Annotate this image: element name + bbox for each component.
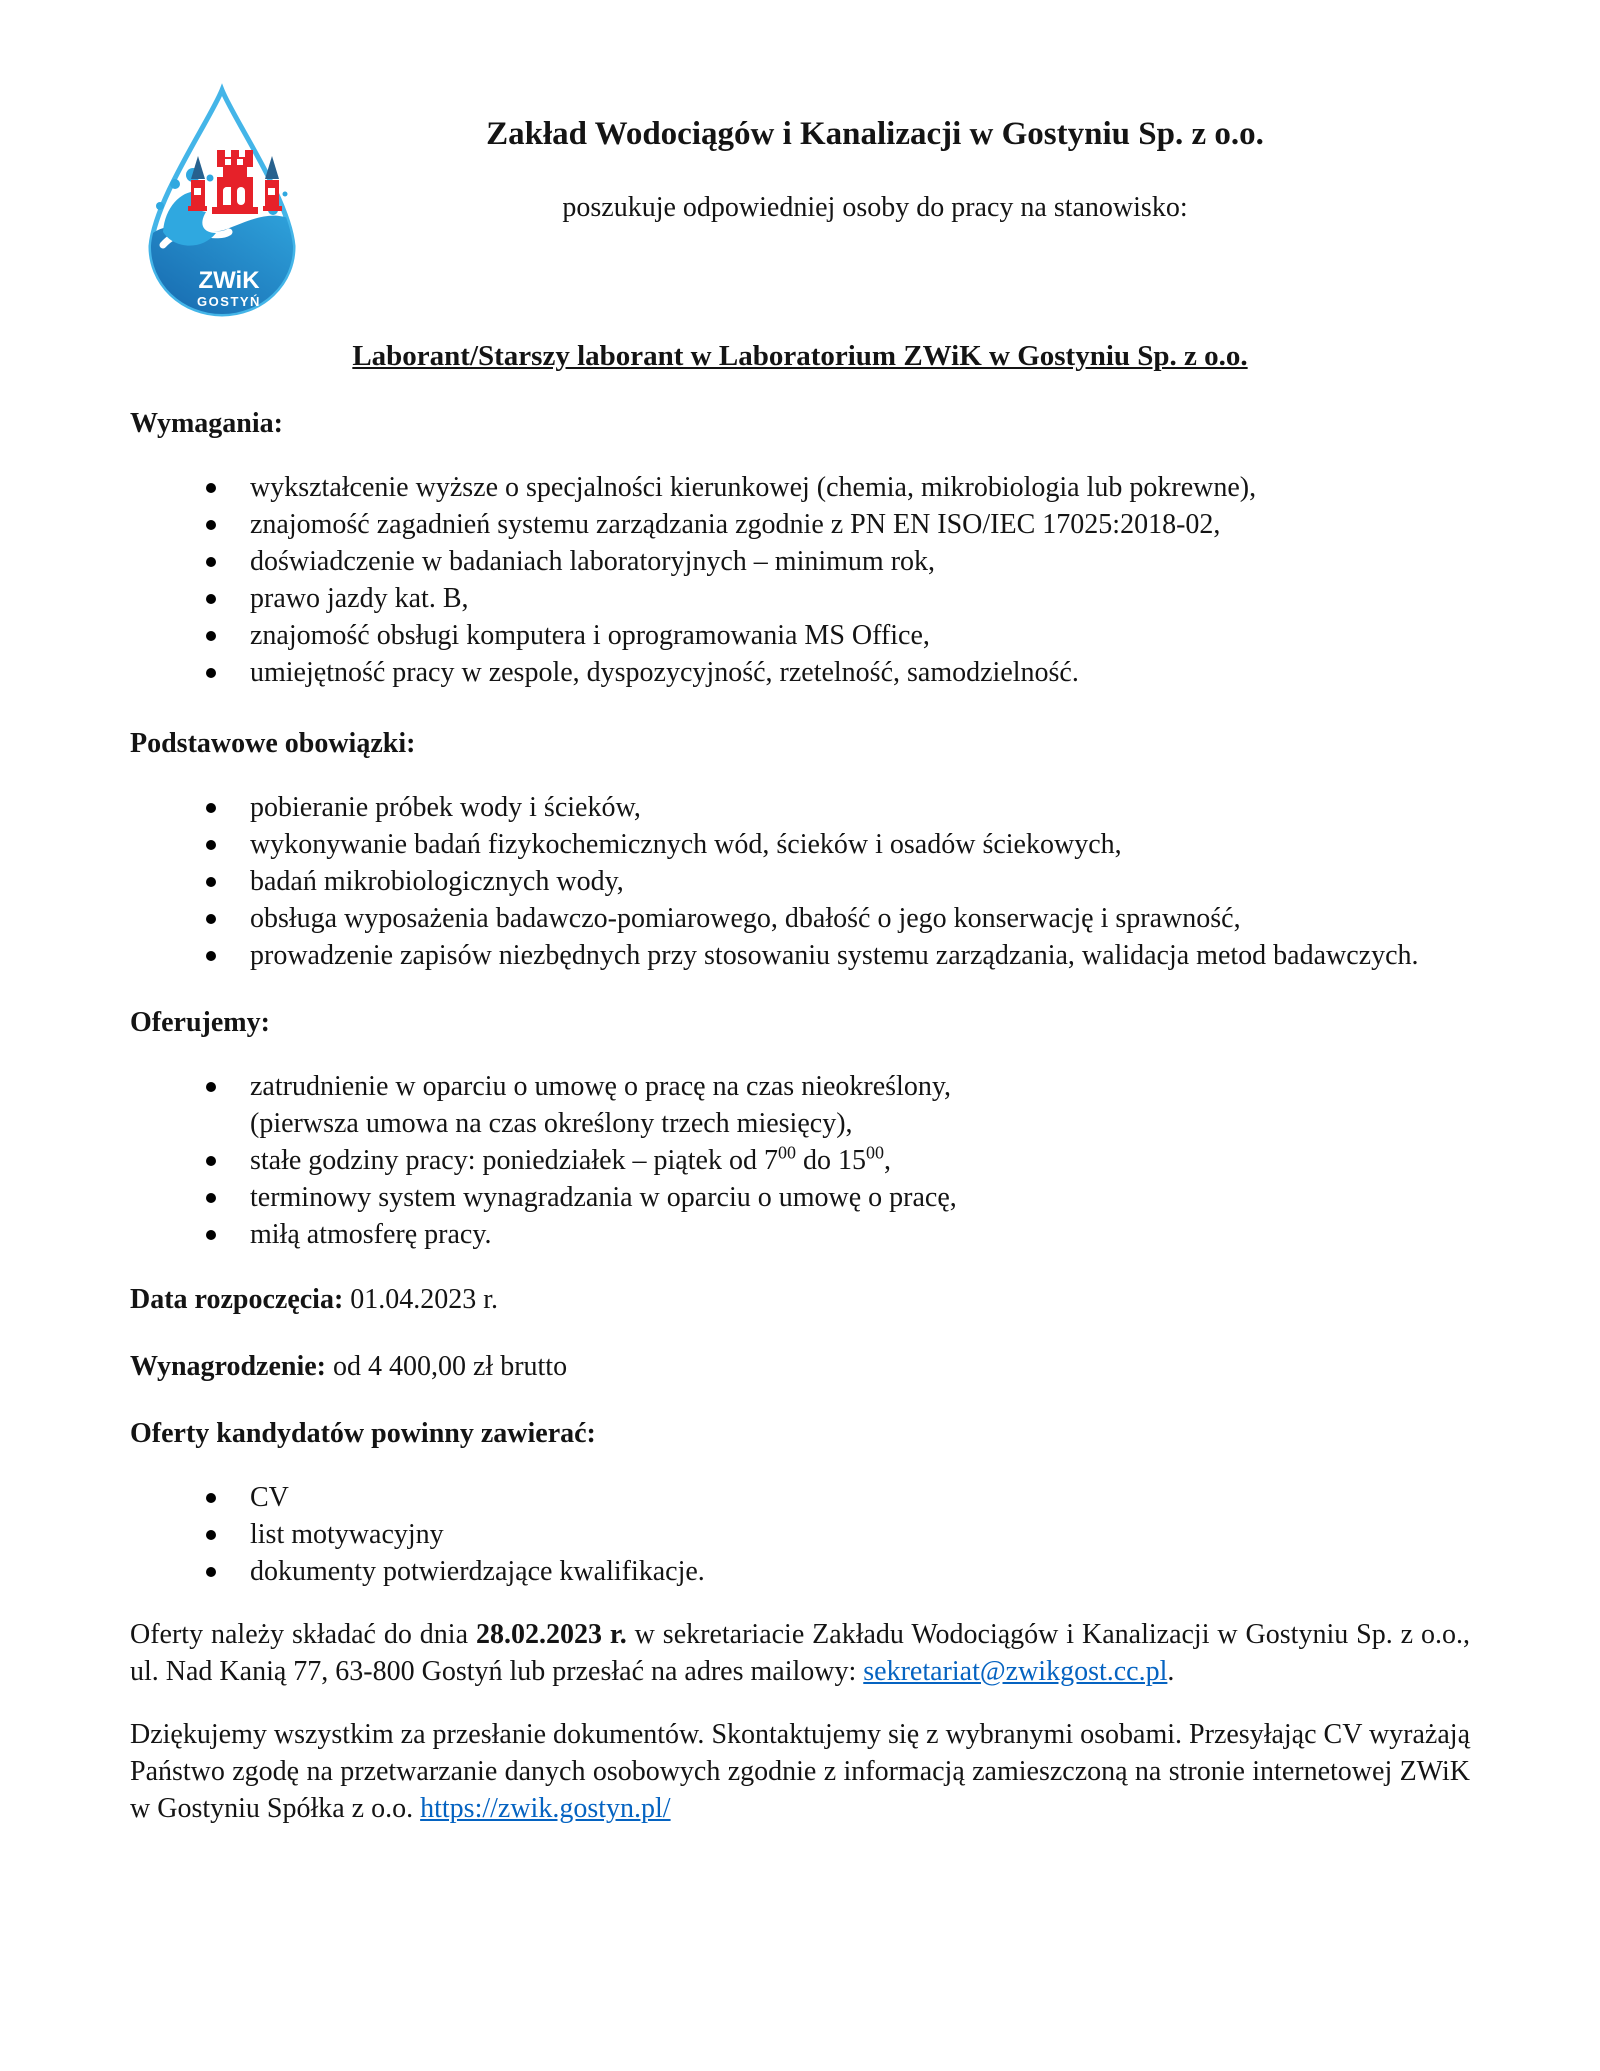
submission-paragraph [130,1616,1470,1690]
salary-value: od 4 400,00 zł brutto [333,1351,568,1382]
list-item: znajomość zagadnień systemu zarządzania zgodnie z PN EN ISO/IEC 17025:2018-02, [130,506,1470,543]
hours-superscript: 00 [865,1142,884,1163]
duties-heading: Podstawowe obowiązki: [130,728,416,759]
start-date-value: 01.04.2023 r. [350,1284,499,1315]
offer-heading: Oferujemy: [130,1007,270,1038]
list-item: pobieranie próbek wody i ścieków, [130,789,1470,826]
hours-superscript: 00 [777,1142,796,1163]
list-item: prowadzenie zapisów niezbędnych przy stosowaniu systemu zarządzania, walidacja metod badawczych. [130,937,1470,974]
offer-hours-pre: stałe godziny pracy: poniedziałek – piątek od 7 [250,1145,778,1176]
list-item: znajomość obsługi komputera i oprogramowania MS Office, [130,617,1470,654]
documents-heading: Oferty kandydatów powinny zawierać: [130,1418,596,1449]
email-link[interactable]: sekretariat@zwikgost.cc.pl [863,1656,1168,1687]
start-date-label: Data rozpoczęcia: [130,1284,344,1315]
salary-line [130,1348,1470,1385]
offer-contract-line2: (pierwsza umowa na czas określony trzech miesięcy), [250,1108,853,1139]
logo-text-zwik: ZWiK [198,267,260,294]
list-item: badań mikrobiologicznych wody, [130,863,1470,900]
list-item: CV [130,1479,1470,1516]
intro-line: poszukuje odpowiedniej osoby do pracy na stanowisko: [562,192,1188,223]
submission-deadline: 28.02.2023 r. [475,1619,627,1650]
requirements-heading: Wymagania: [130,408,283,439]
submission-mid: w sekretariacie Zakładu Wodociągów i Kanalizacji w Gostyniu Sp. z o.o., ul. Nad Kanią 77, 63-800 Gostyń lub przesłać na adres mailowy: [130,1619,1471,1687]
list-item: obsługa wyposażenia badawczo-pomiarowego, dbałość o jego konserwację i sprawność, [130,900,1470,937]
list-item: dokumenty potwierdzające kwalifikacje. [130,1553,1470,1590]
company-name: Zakład Wodociągów i Kanalizacji w Gostyniu Sp. z o.o. [486,116,1264,152]
logo-text-gostyn: GOSTYŃ [197,294,261,309]
salary-label: Wynagrodzenie: [130,1351,326,1382]
document-body [130,338,1470,1827]
submission-post: . [1167,1656,1175,1687]
list-item: doświadczenie w badaniach laboratoryjnych – minimum rok, [130,543,1470,580]
duties-list [130,789,1470,974]
offer-list [130,1068,1470,1253]
offer-contract-line1: zatrudnienie w oparciu o umowę o pracę na czas nieokreślony, [250,1071,952,1102]
website-link[interactable]: https://zwik.gostyn.pl/ [420,1793,671,1824]
requirements-list [130,469,1470,691]
list-item: wykształcenie wyższe o specjalności kierunkowej (chemia, mikrobiologia lub pokrewne), [130,469,1470,506]
offer-hours-mid: do 15 [795,1145,866,1176]
submission-pre: Oferty należy składać do dnia [130,1619,476,1650]
list-item [130,1068,1470,1142]
documents-list [130,1479,1470,1590]
list-item: wykonywanie badań fizykochemicznych wód, ścieków i osadów ściekowych, [130,826,1470,863]
footer-text: Dziękujemy wszystkim za przesłanie dokumentów. Skontaktujemy się z wybranymi osobami. Przesyłając CV wyrażają Państwo zgodę na przetwarzanie danych osobowych zgodnie z informacją zamieszczoną na stronie internetowej ZWiK w Gostyniu Spółka z o.o. [130,1719,1470,1824]
position-title: Laborant/Starszy laborant w Laboratorium ZWiK w Gostyniu Sp. z o.o. [352,340,1248,372]
offer-hours-post: , [883,1145,891,1176]
list-item: terminowy system wynagradzania w oparciu o umowę o pracę, [130,1179,1470,1216]
list-item: prawo jazdy kat. B, [130,580,1470,617]
footer-paragraph [130,1716,1470,1827]
list-item: umiejętność pracy w zespole, dyspozycyjność, rzetelność, samodzielność. [130,654,1470,691]
start-date-line [130,1281,1470,1318]
list-item: list motywacyjny [130,1516,1470,1553]
list-item [130,1142,1470,1179]
list-item: miłą atmosferę pracy. [130,1216,1470,1253]
